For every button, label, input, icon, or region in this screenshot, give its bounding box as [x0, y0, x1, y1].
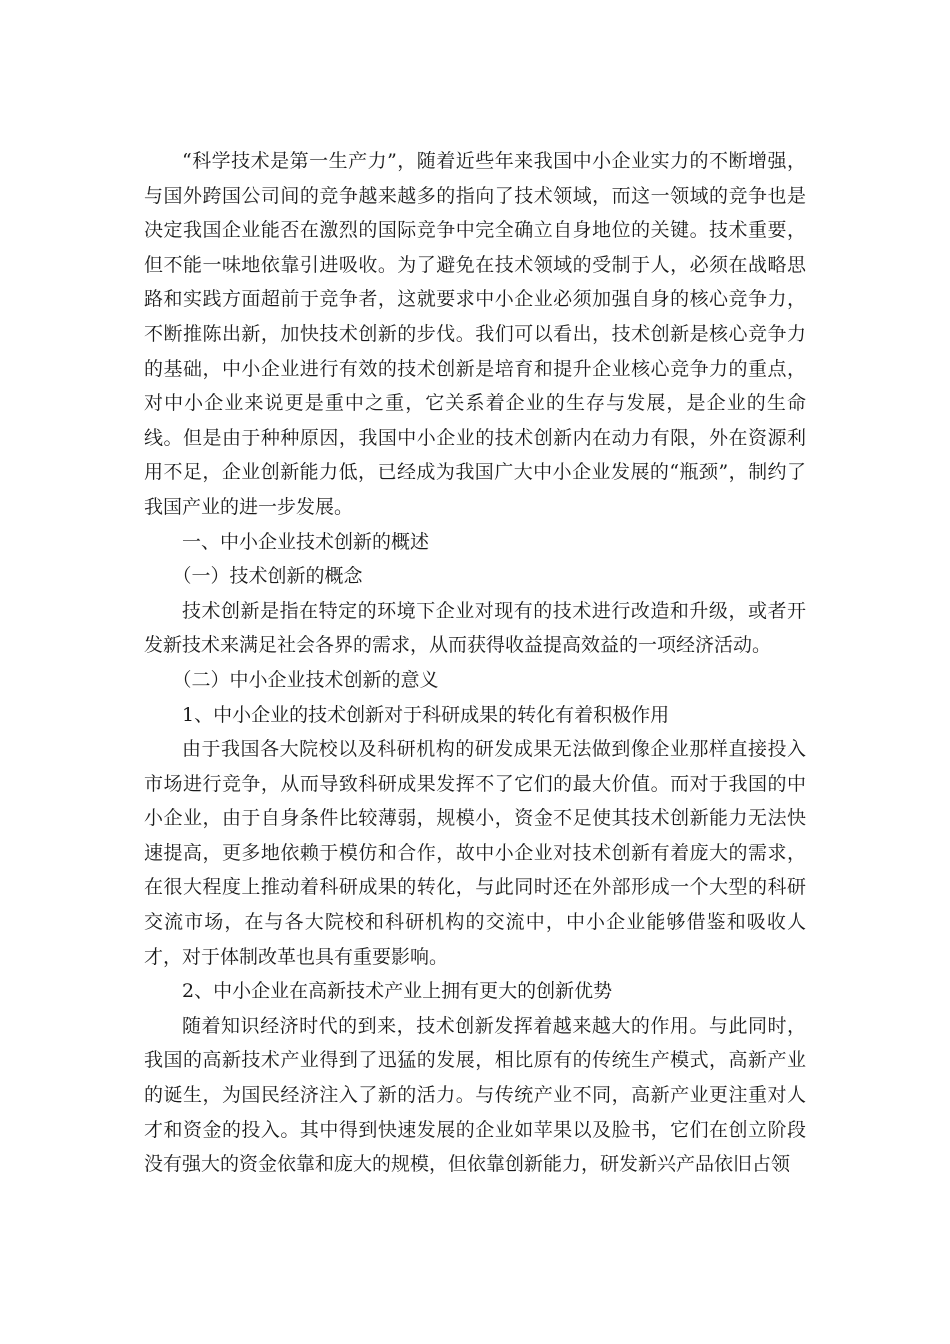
document-body — [144, 144, 806, 1182]
subsection-heading-1: （一）技术创新的概念 — [172, 565, 363, 588]
intro-paragraph: “科学技术是第一生产力”，随着近些年来我国中小企业实力的不断增强，与国外跨国公司间的竞争越来越多的指向了技术领域，而这一领域的竞争也是决定我国企业能否在激烈的国际竞争中完全确立自身地位的关键。技术重要，但不能一味地依靠引进吸收。为了避免在技术领域的受制于人，必须在战略思路和实践方面超前于竞争者，这就要求中小企业必须加强自身的核心竞争力，不断推陈出新，加快技术创新的步伐。我们可以看出，技术创新是核心竞争力的基础，中小企业进行有效的技术创新是培育和提升企业核心竞争力的重点，对中小企业来说更是重中之重，它关系着企业的生存与发展，是企业的生命线。但是由于种种原因，我国中小企业的技术创新内在动力有限，外在资源利用不足，企业创新能力低，已经成为我国广大中小企业发展的“瓶颈”，制约了我国产业的进一步发展。 — [144, 150, 806, 518]
subsection-heading-2: （二）中小企业技术创新的意义 — [172, 668, 439, 691]
point-1-paragraph: 由于我国各大院校以及科研机构的研发成果无法做到像企业那样直接投入市场进行竞争，从而导致科研成果发挥不了它们的最大价值。而对于我国的中小企业，由于自身条件比较薄弱，规模小，资金不足使其技术创新能力无法快速提高，更多地依赖于模仿和合作，故中小企业对技术创新有着庞大的需求，在很大程度上推动着科研成果的转化，与此同时还在外部形成一个大型的科研交流市场，在与各大院校和科研机构的交流中，中小企业能够借鉴和吸收人才，对于体制改革也具有重要影响。 — [144, 738, 806, 968]
point-2-paragraph: 随着知识经济时代的到来，技术创新发挥着越来越大的作用。与此同时，我国的高新技术产业得到了迅猛的发展，相比原有的传统生产模式，高新产业的诞生，为国民经济注入了新的活力。与传统产业不同，高新产业更注重对人才和资金的投入。其中得到快速发展的企业如苹果以及脸书，它们在创立阶段没有强大的资金依靠和庞大的规模，但依靠创新能力，研发新兴产品依旧占领 — [144, 1014, 806, 1176]
section-heading-1: 一、中小企业技术创新的概述 — [182, 530, 430, 553]
point-heading-1: 1、中小企业的技术创新对于科研成果的转化有着积极作用 — [182, 703, 670, 726]
definition-paragraph: 技术创新是指在特定的环境下企业对现有的技术进行改造和升级，或者开发新技术来满足社会各界的需求，从而获得收益提高效益的一项经济活动。 — [144, 599, 806, 657]
point-heading-2: 2、中小企业在高新技术产业上拥有更大的创新优势 — [182, 980, 613, 1003]
